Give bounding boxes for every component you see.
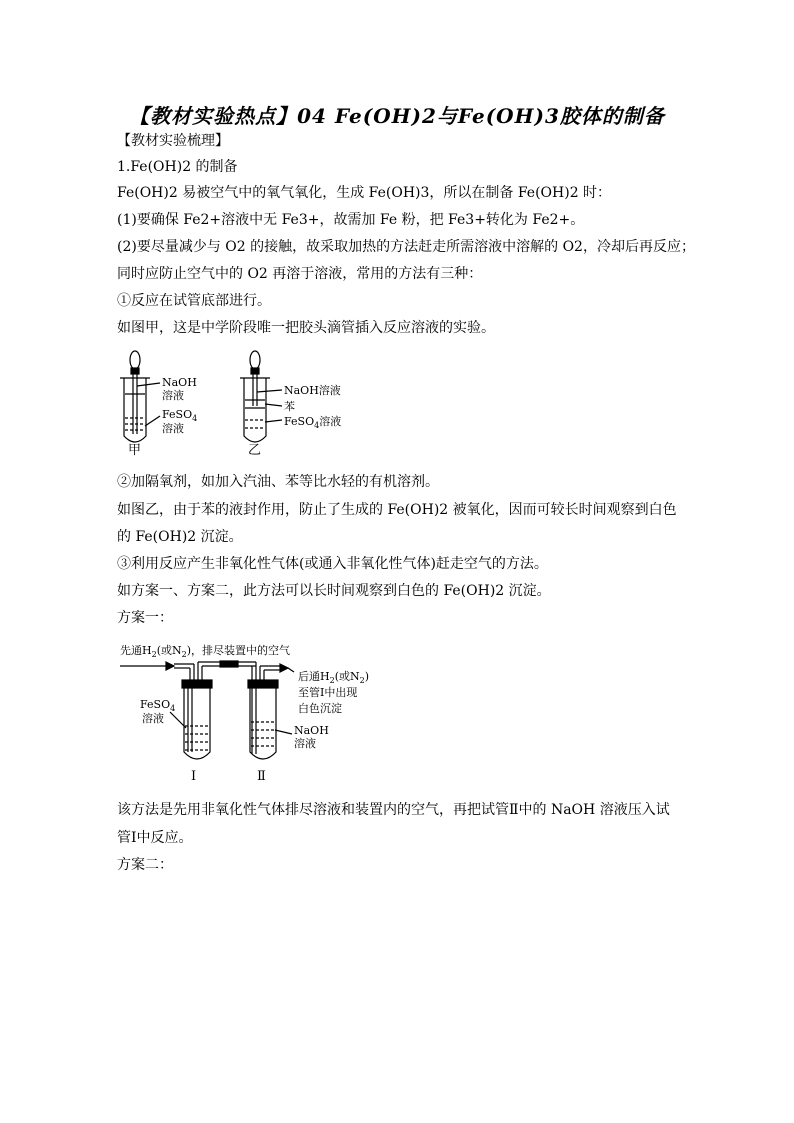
label-rongye: 溶液 (294, 737, 316, 750)
label-rongye: 溶液 (142, 712, 164, 725)
subsection-heading: 1.Fe(OH)2 的制备 (117, 159, 238, 175)
label-until-tube-one: 至管Ⅰ中出现 (298, 686, 358, 699)
paragraph: (2)要尽量减少与 O2 的接触，故采取加热的方法赶走所需溶液中溶解的 O2，冷却后再反应； (117, 239, 695, 255)
paragraph: 如图乙，由于苯的液封作用，防止了生成的 Fe(OH)2 被氧化，因而可较长时间观察到白色 (117, 502, 677, 518)
paragraph: 如图甲，这是中学阶段唯一把胶头滴管插入反应溶液的实验。 (117, 320, 495, 336)
section-heading: 【教材实验梳理】 (117, 133, 229, 149)
paragraph: 的 Fe(OH)2 沉淀。 (117, 529, 243, 545)
dropper-bulb-yi (250, 351, 260, 369)
paragraph: (1)要确保 Fe2+溶液中无 Fe3+，故需加 Fe 粉，把 Fe3+转化为 Fe2+。 (117, 212, 585, 228)
test-tube-jia (124, 378, 146, 442)
label-feso4-rongye: FeSO$_4$溶液 (284, 415, 342, 430)
paragraph: 该方法是先用非氧化性气体排尽溶液和装置内的空气，再把试管Ⅱ中的 NaOH 溶液压入试 (117, 802, 670, 818)
label-feso4: FeSO$_4$ (140, 698, 176, 713)
paragraph: 同时应防止空气中的 O2 再溶于溶液，常用的方法有三种： (117, 266, 483, 282)
figure-label-yi: 乙 (248, 443, 262, 458)
paragraph: 方案二： (117, 857, 173, 873)
paragraph: 如方案一、方案二，此方法可以长时间观察到白色的 Fe(OH)2 沉淀。 (117, 583, 551, 599)
figure-label-jia: 甲 (128, 443, 142, 458)
label-feso4: FeSO$_4$ (162, 408, 198, 423)
paragraph: Fe(OH)2 易被空气中的氧气氧化，生成 Fe(OH)3，所以在制备 Fe(OH)2 时： (117, 185, 612, 201)
label-rongye: 溶液 (162, 389, 184, 402)
page-title: 【教材实验热点】04 Fe(OH)2与Fe(OH)3胶体的制备 (129, 104, 665, 128)
paragraph: ②加隔氧剂，如加入汽油、苯等比水轻的有机溶剂。 (117, 474, 439, 490)
tube-label-two: Ⅱ (257, 769, 266, 784)
paragraph: 管Ⅰ中反应。 (117, 830, 193, 846)
dropper-bulb-jia (130, 351, 140, 369)
test-tube-yi (244, 378, 266, 442)
label-white-precipitate: 白色沉淀 (298, 702, 342, 715)
tube-label-one: Ⅰ (191, 769, 197, 784)
label-naoh-rongye: NaOH溶液 (284, 384, 341, 397)
label-first-pass-gas: 先通$H_2$(或$N_2$)，排尽装置中的空气 (120, 644, 290, 659)
figure-scheme-one (118, 634, 408, 784)
label-rongye: 溶液 (162, 422, 184, 435)
label-ben: 苯 (284, 400, 295, 413)
paragraph: ③利用反应产生非氧化性气体(或通入非氧化性气体)赶走空气的方法。 (117, 556, 548, 572)
figure-jia-yi (110, 348, 360, 460)
paragraph: 方案一： (117, 610, 173, 626)
label-naoh: NaOH (162, 376, 197, 389)
paragraph: ①反应在试管底部进行。 (117, 293, 271, 309)
label-then-pass-gas: 后通$H_2$(或$N_2$) (298, 670, 369, 685)
test-tube-two (250, 688, 276, 759)
label-naoh: NaOH (294, 724, 329, 737)
